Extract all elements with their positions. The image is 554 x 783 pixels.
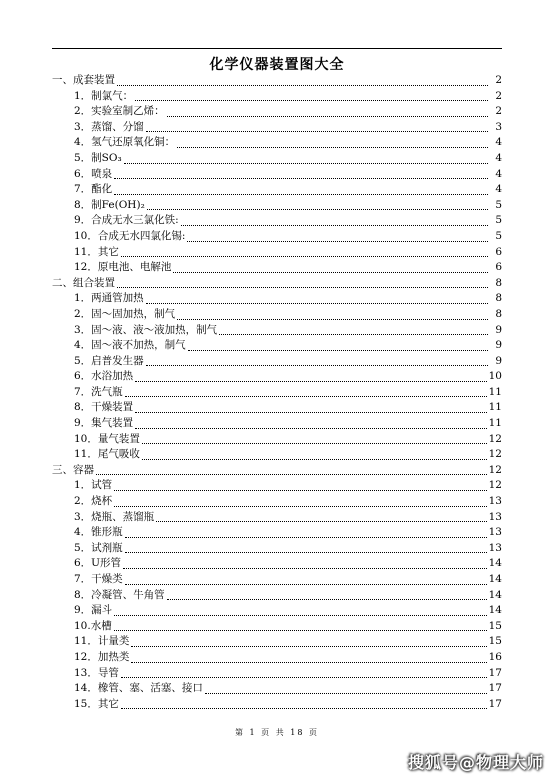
toc-entry[interactable]: [52, 416, 502, 432]
toc-entry-label: 5．启普发生器: [74, 354, 144, 367]
toc-entry-label: 12．原电池、电解池: [74, 261, 172, 274]
dot-leader: [219, 334, 488, 335]
toc-entry-label: 15．其它: [74, 697, 119, 710]
toc-entry[interactable]: [52, 120, 502, 136]
toc-page-number: 5: [495, 214, 502, 227]
toc-page-number: 9: [495, 354, 502, 367]
toc-entry[interactable]: [52, 229, 502, 245]
toc-page-number: 14: [488, 557, 502, 570]
toc-entry-label: 1．试管: [74, 479, 113, 492]
toc-page-number: 17: [488, 697, 502, 710]
toc-page-number: 2: [495, 105, 502, 118]
dot-leader: [125, 537, 487, 538]
toc-entry-label: 一、成套装置: [52, 74, 115, 86]
table-of-contents: [52, 73, 502, 712]
dot-leader: [146, 131, 488, 132]
toc-entry-label: 6．水浴加热: [74, 370, 134, 383]
toc-entry[interactable]: [52, 385, 502, 401]
dot-leader: [142, 459, 487, 460]
toc-page-number: 12: [488, 432, 502, 445]
dot-leader: [121, 256, 488, 257]
toc-entry-label: 8．制Fe(OH)₂: [74, 198, 145, 211]
toc-page-number: 17: [488, 666, 502, 679]
header-rule: [52, 48, 502, 49]
toc-page-number: 11: [488, 385, 502, 398]
toc-section-entry[interactable]: [52, 276, 502, 292]
dot-leader: [114, 490, 486, 491]
toc-entry[interactable]: [52, 588, 502, 604]
toc-entry-label: 9．集气装置: [74, 417, 134, 430]
dot-leader: [124, 163, 488, 164]
toc-entry-label: 3．烧瓶、蒸馏瓶: [74, 510, 155, 523]
toc-page-number: 8: [495, 307, 502, 320]
toc-entry[interactable]: [52, 556, 502, 572]
toc-entry[interactable]: [52, 307, 502, 323]
toc-entry[interactable]: [52, 182, 502, 198]
toc-entry[interactable]: [52, 478, 502, 494]
toc-entry[interactable]: [52, 135, 502, 151]
toc-entry[interactable]: [52, 291, 502, 307]
toc-entry-label: 7．干燥类: [74, 573, 123, 585]
dot-leader: [188, 350, 488, 351]
dot-leader: [121, 708, 487, 709]
page-footer: 第 1 页 共 18 页: [235, 728, 319, 737]
toc-entry-label: 3．固～液、液～液加热，制气: [74, 323, 218, 336]
toc-page-number: 11: [488, 401, 502, 414]
dot-leader: [135, 100, 488, 101]
toc-entry-label: 6．喷泉: [74, 167, 113, 180]
toc-entry[interactable]: [52, 104, 502, 120]
toc-page-number: 8: [495, 292, 502, 305]
toc-entry[interactable]: [52, 167, 502, 183]
dot-leader: [167, 599, 487, 600]
toc-entry-label: 10.水槽: [74, 619, 112, 632]
toc-page-number: 14: [488, 588, 502, 601]
toc-entry-label: 8．干燥装置: [74, 401, 134, 414]
toc-entry-label: 1．制氯气：: [74, 89, 134, 102]
toc-entry-label: 4．固～液不加热，制气: [74, 339, 186, 352]
toc-page-number: 8: [495, 276, 502, 289]
toc-entry[interactable]: [52, 666, 502, 682]
toc-page-number: 2: [495, 89, 502, 102]
toc-entry-label: 6．U形管: [74, 557, 122, 570]
dot-leader: [114, 506, 486, 507]
toc-page-number: 9: [495, 323, 502, 336]
toc-entry[interactable]: [52, 213, 502, 229]
toc-entry-label: 9．合成无水三氯化铁:: [74, 214, 179, 227]
toc-page-number: 4: [495, 136, 502, 149]
toc-entry[interactable]: [52, 494, 502, 510]
dot-leader: [114, 194, 488, 195]
toc-entry[interactable]: [52, 245, 502, 261]
toc-page-number: 15: [488, 635, 502, 648]
dot-leader: [147, 209, 488, 210]
document-title: 化学仪器装置图大全: [209, 57, 345, 73]
dot-leader: [177, 147, 488, 148]
toc-entry-label: 2．烧杯: [74, 495, 113, 508]
dot-leader: [135, 412, 486, 413]
toc-page-number: 2: [495, 74, 502, 86]
dot-leader: [187, 241, 488, 242]
toc-page-number: 5: [495, 229, 502, 242]
toc-entry[interactable]: [52, 198, 502, 214]
dot-leader: [131, 662, 486, 663]
toc-entry[interactable]: [52, 432, 502, 448]
dot-leader: [167, 116, 488, 117]
dot-leader: [125, 584, 487, 585]
toc-entry-label: 12．加热类: [74, 650, 130, 663]
toc-page-number: 3: [495, 120, 502, 133]
toc-entry[interactable]: [52, 634, 502, 650]
dot-leader: [181, 225, 488, 226]
dot-leader: [121, 677, 487, 678]
toc-page-number: 14: [488, 604, 502, 617]
toc-entry[interactable]: [52, 151, 502, 167]
toc-page-number: 12: [488, 479, 502, 492]
dot-leader: [135, 428, 486, 429]
dot-leader: [96, 474, 487, 475]
dot-leader: [114, 630, 487, 631]
toc-entry-label: 10．量气装置: [74, 432, 140, 445]
toc-entry[interactable]: [52, 619, 502, 635]
toc-entry[interactable]: [52, 510, 502, 526]
toc-entry-label: 5．试剂瓶: [74, 541, 123, 554]
toc-entry-label: 10．合成无水四氯化锡:: [74, 229, 186, 242]
toc-page-number: 6: [495, 245, 502, 258]
toc-entry-label: 14．橡管、塞、活塞、接口: [74, 682, 203, 695]
toc-entry-label: 1．两通管加热: [74, 292, 144, 305]
toc-entry-label: 9．漏斗: [74, 604, 113, 617]
toc-page-number: 5: [495, 198, 502, 211]
toc-entry-label: 8．冷凝管、牛角管: [74, 588, 165, 601]
toc-page-number: 13: [488, 510, 502, 523]
toc-entry-label: 4．氢气还原氧化铜：: [74, 136, 176, 149]
dot-leader: [205, 693, 487, 694]
toc-entry-label: 三、容器: [52, 463, 94, 476]
toc-page-number: 4: [495, 183, 502, 196]
toc-entry[interactable]: [52, 603, 502, 619]
toc-page-number: 4: [495, 151, 502, 164]
toc-page-number: 6: [495, 261, 502, 274]
toc-entry-label: 5．制SO₃: [74, 151, 122, 164]
toc-entry[interactable]: [52, 650, 502, 666]
toc-entry[interactable]: [52, 541, 502, 557]
dot-leader: [156, 521, 486, 522]
toc-page-number: 17: [488, 682, 502, 695]
toc-entry-label: 11．计量类: [74, 635, 130, 648]
dot-leader: [117, 85, 488, 86]
toc-page-number: 12: [488, 448, 502, 461]
toc-entry[interactable]: [52, 681, 502, 697]
dot-leader: [146, 365, 488, 366]
toc-entry-label: 4．锥形瓶: [74, 526, 123, 539]
toc-entry[interactable]: [52, 447, 502, 463]
toc-page-number: 4: [495, 167, 502, 180]
dot-leader: [131, 646, 486, 647]
toc-page-number: 10: [488, 370, 502, 383]
dot-leader: [117, 287, 488, 288]
toc-entry-label: 二、组合装置: [52, 276, 115, 289]
dot-leader: [123, 568, 487, 569]
toc-entry[interactable]: [52, 369, 502, 385]
toc-entry-label: 7．洗气瓶: [74, 385, 123, 398]
toc-section-entry[interactable]: [52, 73, 502, 89]
dot-leader: [173, 272, 488, 273]
toc-entry[interactable]: [52, 697, 502, 713]
toc-entry-label: 11．尾气吸收: [74, 448, 140, 461]
dot-leader: [125, 396, 487, 397]
toc-page-number: 13: [488, 495, 502, 508]
toc-entry-label: 13．导管: [74, 666, 119, 679]
dot-leader: [177, 319, 488, 320]
toc-entry-label: 2．固～固加热，制气: [74, 307, 176, 320]
toc-page-number: 15: [488, 619, 502, 632]
toc-page-number: 16: [488, 650, 502, 663]
toc-entry-label: 11．其它: [74, 245, 119, 258]
dot-leader: [114, 615, 486, 616]
dot-leader: [125, 552, 487, 553]
watermark: 搜狐号@物理大师: [407, 753, 544, 772]
toc-entry[interactable]: [52, 338, 502, 354]
toc-page-number: 13: [488, 541, 502, 554]
dot-leader: [135, 381, 486, 382]
toc-entry-label: 3．蒸馏、分馏: [74, 120, 144, 133]
dot-leader: [142, 443, 487, 444]
toc-page-number: 14: [488, 573, 502, 585]
toc-page-number: 11: [488, 417, 502, 430]
toc-entry[interactable]: [52, 572, 502, 588]
toc-entry[interactable]: [52, 525, 502, 541]
dot-leader: [114, 178, 488, 179]
toc-entry[interactable]: [52, 400, 502, 416]
toc-entry[interactable]: [52, 323, 502, 339]
toc-entry[interactable]: [52, 260, 502, 276]
toc-entry-label: 2．实验室制乙烯：: [74, 105, 165, 118]
toc-page-number: 13: [488, 526, 502, 539]
dot-leader: [146, 303, 488, 304]
toc-section-entry[interactable]: [52, 463, 502, 479]
toc-entry[interactable]: [52, 354, 502, 370]
toc-page-number: 9: [495, 339, 502, 352]
toc-page-number: 12: [488, 463, 502, 476]
toc-entry-label: 7．酯化: [74, 183, 113, 196]
toc-entry[interactable]: [52, 89, 502, 105]
